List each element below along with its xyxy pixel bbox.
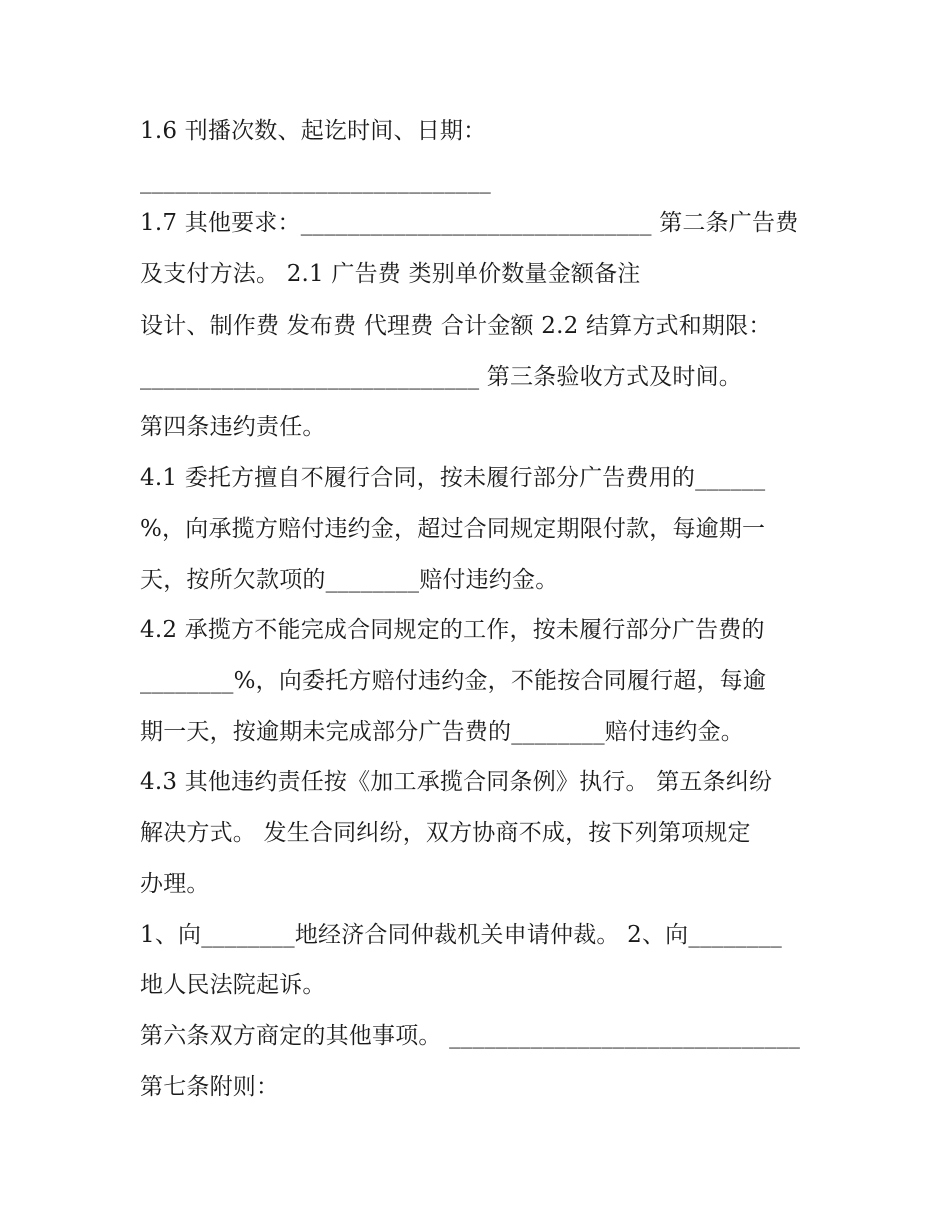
doc-line-1-7: 1.7 其他要求：______________________________ 第二条广告费 <box>140 210 799 236</box>
doc-line-2-1: 及支付方法。 2.1 广告费 类别单价数量金额备注 <box>140 261 641 287</box>
doc-line-blank-field: ______________________________ <box>140 168 491 194</box>
doc-line-fee-items: 设计、制作费 发布费 代理费 合计金额 2.2 结算方式和期限： <box>140 313 772 339</box>
doc-line-article-3: _____________________________ 第三条验收方式及时间。 <box>140 364 743 390</box>
doc-line-handle: 办理。 <box>140 871 210 897</box>
doc-line-court: 地人民法院起诉。 <box>140 972 326 998</box>
doc-line-4-2-b: ________%，向委托方赔付违约金，不能按合同履行超，每逾 <box>140 668 767 694</box>
doc-line-article-6: 第六条双方商定的其他事项。 ______________________________ <box>140 1023 801 1049</box>
doc-line-4-3: 4.3 其他违约责任按《加工承揽合同条例》执行。 第五条纠纷 <box>140 769 773 795</box>
doc-line-4-2-c: 期一天，按逾期未完成部分广告费的________赔付违约金。 <box>140 719 744 745</box>
doc-line-4-1-c: 天，按所欠款项的________赔付违约金。 <box>140 567 559 593</box>
doc-line-4-2-a: 4.2 承揽方不能完成合同规定的工作，按未履行部分广告费的 <box>140 617 765 643</box>
doc-line-article-5: 解决方式。 发生合同纠纷，双方协商不成，按下列第项规定 <box>140 820 751 846</box>
doc-line-1-6-header: 1.6 刊播次数、起讫时间、日期： <box>140 118 487 144</box>
doc-line-4-1-a: 4.1 委托方擅自不履行合同，按未履行部分广告费用的______ <box>140 465 766 491</box>
doc-line-option-1-2: 1、向________地经济合同仲裁机关申请仲裁。 2、向________ <box>140 922 782 948</box>
doc-line-article-7: 第七条附则： <box>140 1074 280 1100</box>
doc-line-4-1-b: %，向承揽方赔付违约金，超过合同规定期限付款，每逾期一 <box>140 516 766 542</box>
doc-line-article-4: 第四条违约责任。 <box>140 414 326 440</box>
